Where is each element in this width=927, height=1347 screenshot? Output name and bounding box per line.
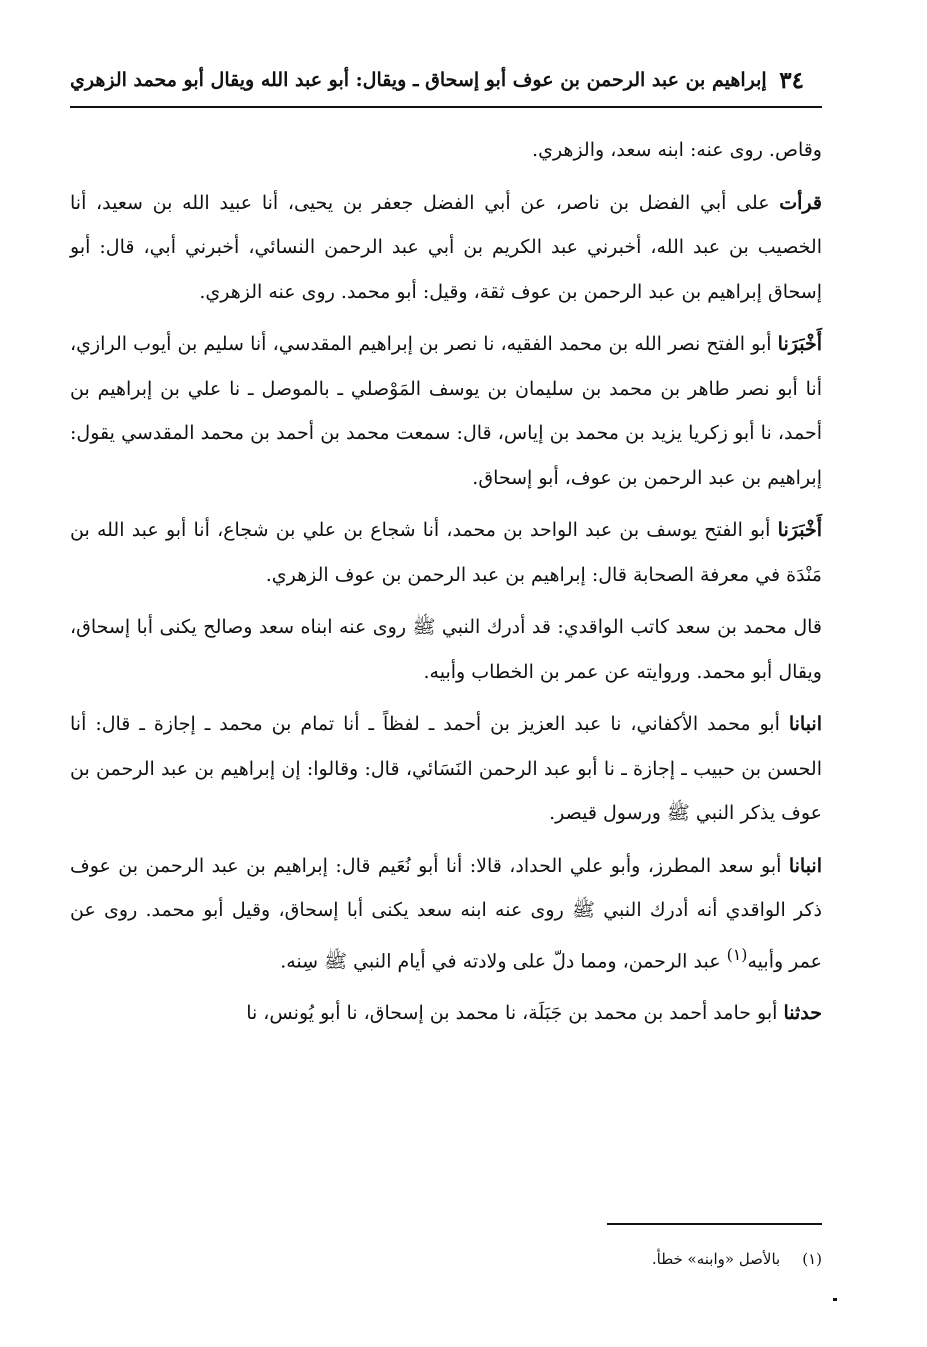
paragraph-lead: أَخْبَرَنا <box>777 519 822 541</box>
paragraph-text-continued: عبد الرحمن، ومما دلّ على ولادته في أيام النبي ﷺ سِنه. <box>280 949 727 972</box>
footnote <box>70 1247 822 1271</box>
running-title: إبراهيم بن عبد الرحمن بن عوف أبو إسحاق ـ ويقال: أبو عبد الله ويقال أبو محمد الزهري <box>70 69 767 91</box>
paragraph-lead: قرأت <box>779 191 822 214</box>
paragraph-text: وقاص. روى عنه: ابنه سعد، والزهري. <box>532 139 822 161</box>
page-number: ٣٤ <box>779 66 804 94</box>
paragraph-text: أبو محمد الأكفاني، نا عبد العزيز بن أحمد ـ لفظاً ـ أنا تمام بن محمد ـ إجازة ـ قال: أنا الحسن بن حبيب ـ إجازة ـ نا أبو عبد الرحمن النَسَائي، قال: وقالوا: إن إبراهيم بن عبد الرحمن بن عوف يذكر النبي ﷺ ورسول قيصر. <box>70 713 822 824</box>
paragraph-text: قال محمد بن سعد كاتب الواقدي: قد أدرك النبي ﷺ روى عنه ابناه سعد وصالح يكنى أبا إسحاق، ويقال أبو محمد. وروايته عن عمر بن الخطاب وأبيه. <box>70 616 822 683</box>
scan-speck <box>833 1298 837 1301</box>
paragraph-text: أبو حامد أحمد بن محمد بن جَبَلَة، نا محمد بن إسحاق، نا أبو يُونس، نا <box>246 1002 784 1025</box>
paragraph-lead: أَخْبَرَنا <box>777 333 822 355</box>
footnote-text: بالأصل «وابنه» خطأ. <box>651 1250 781 1268</box>
paragraph-text: أبو الفتح يوسف بن عبد الواحد بن محمد، أنا شجاع بن علي بن شجاع، أنا أبو عبد الله بن مَنْدَة في معرفة الصحابة قال: إبراهيم بن عبد الرحمن بن عوف الزهري. <box>70 519 822 586</box>
paragraph <box>70 605 822 694</box>
paragraph <box>70 702 822 836</box>
paragraph <box>70 181 822 315</box>
main-text <box>70 128 822 1044</box>
paragraph-text: أبو الفتح نصر الله بن محمد الفقيه، نا نصر بن إبراهيم المقدسي، أنا سليم بن أيوب الرازي، أنا أبو نصر طاهر بن محمد بن سليمان بن يوسف المَوْصلي ـ بالموصل ـ نا علي بن إبراهيم بن أحمد، نا أبو زكريا يزيد بن محمد بن إياس، قال: سمعت محمد بن أحمد بن محمد المقدسي يقول: إبراهيم بن عبد الرحمن بن عوف، أبو إسحاق. <box>70 333 822 489</box>
footnote-rule <box>607 1223 822 1225</box>
paragraph-lead: انبانا <box>788 713 822 735</box>
paragraph-lead: انبانا <box>788 854 822 877</box>
paragraph <box>70 991 822 1036</box>
header-rule <box>70 106 822 108</box>
paragraph-lead: حدثنا <box>783 1002 822 1025</box>
footnote-reference[interactable]: (١) <box>726 944 748 964</box>
page-header <box>70 58 822 102</box>
paragraph <box>70 128 822 173</box>
paragraph-text: على أبي الفضل بن ناصر، عن أبي الفضل جعفر بن يحيى، أنا عبيد الله بن سعيد، أنا الخصيب بن عبد الله، أخبرني عبد الكريم بن أبي عبد الرحمن النسائي، أخبرني أبي، قال: أبو إسحاق إبراهيم بن عبد الرحمن بن عوف ثقة، وقيل: أبو محمد. روى عنه الزهري. <box>70 191 823 303</box>
paragraph-text: أبو سعد المطرز، وأبو علي الحداد، قالا: أنا أبو نُعَيم قال: إبراهيم بن عبد الرحمن بن عوف ذكر الواقدي أنه أدرك النبي ﷺ روى عنه ابنه سعد يكنى أبا إسحاق، وقيل أبو محمد. روى عن عمر وأبيه <box>70 854 822 972</box>
paragraph <box>70 322 822 500</box>
paragraph <box>70 844 822 984</box>
paragraph <box>70 508 822 597</box>
footnote-number: (١) <box>802 1250 822 1268</box>
book-page <box>70 0 822 1347</box>
